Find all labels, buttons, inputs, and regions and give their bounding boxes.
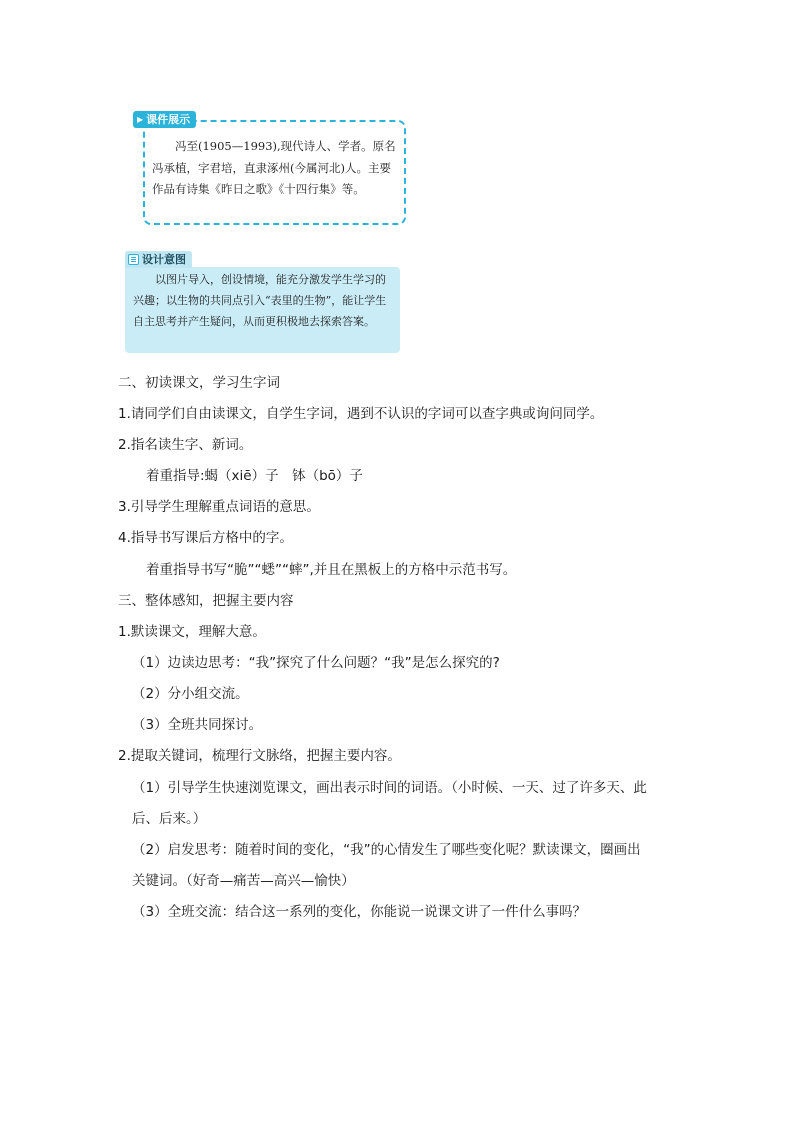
design-intent-tag-label: 设计意图	[142, 253, 186, 266]
section3-item1: 1.默读课文，理解大意。	[118, 624, 266, 640]
section2-item4: 4.指导书写课后方格中的字。	[118, 530, 293, 546]
play-triangle-icon: ▶	[137, 115, 144, 124]
design-intent-tag	[125, 251, 192, 268]
section3-item1-c: （3）全班共同探讨。	[132, 717, 263, 733]
section2-heading: 二、初读课文，学习生字词	[118, 375, 280, 391]
section3-item2-b-line2: 关键词。（好奇—痛苦—高兴—愉快）	[132, 873, 355, 889]
section2-item2: 2.指名读生字、新词。	[118, 437, 253, 453]
design-intent-paragraph: 以图片导入，创设情境，能充分激发学生学习的兴趣；以生物的共同点引入“表里的生物”，能让学生自主思考并产生疑问，从而更积极地去探索答案。	[133, 273, 387, 328]
section2-item3: 3.引导学生理解重点词语的意思。	[118, 499, 320, 515]
section3-item2-a-line1: （1）引导学生快速浏览课文，画出表示时间的词语。（小时候、一天、过了许多天、此	[132, 780, 647, 796]
section3-item1-b: （2）分小组交流。	[132, 686, 249, 702]
section2-item1: 1.请同学们自由读课文，自学生字词，遇到不认识的字词可以查字典或询问同学。	[118, 406, 604, 422]
section3-heading: 三、整体感知，把握主要内容	[118, 593, 294, 609]
courseware-paragraph: 冯至(1905—1993),现代诗人、学者。原名冯承植，字君培，直隶涿州(今属河北)人。主要作品有诗集《昨日之歌》《十四行集》等。	[152, 139, 396, 196]
design-intent-text	[133, 269, 395, 332]
section3-item2: 2.提取关键词，梳理行文脉络，把握主要内容。	[118, 748, 401, 764]
section3-item1-a: （1）边读边思考：“我”探究了什么问题？“我”是怎么探究的?	[132, 655, 500, 671]
section2-item2-sub: 着重指导:蝎（xiē）子 钵（bō）子	[146, 468, 363, 484]
courseware-tag	[133, 111, 196, 128]
section3-item2-c: （3）全班交流：结合这一系列的变化，你能说一说课文讲了一件什么事吗？	[132, 904, 587, 920]
courseware-tag-label: 课件展示	[146, 113, 191, 126]
courseware-text	[152, 136, 400, 201]
section3-item2-b-line1: （2）启发思考：随着时间的变化，“我”的心情发生了哪些变化呢？默读课文，圈画出	[132, 842, 641, 858]
notepad-icon	[128, 254, 139, 265]
section2-item4-sub: 着重指导书写“脆”“蟋”“蟀”,并且在黑板上的方格中示范书写。	[146, 562, 517, 578]
section3-item2-a-line2: 后、后来。）	[132, 811, 207, 827]
